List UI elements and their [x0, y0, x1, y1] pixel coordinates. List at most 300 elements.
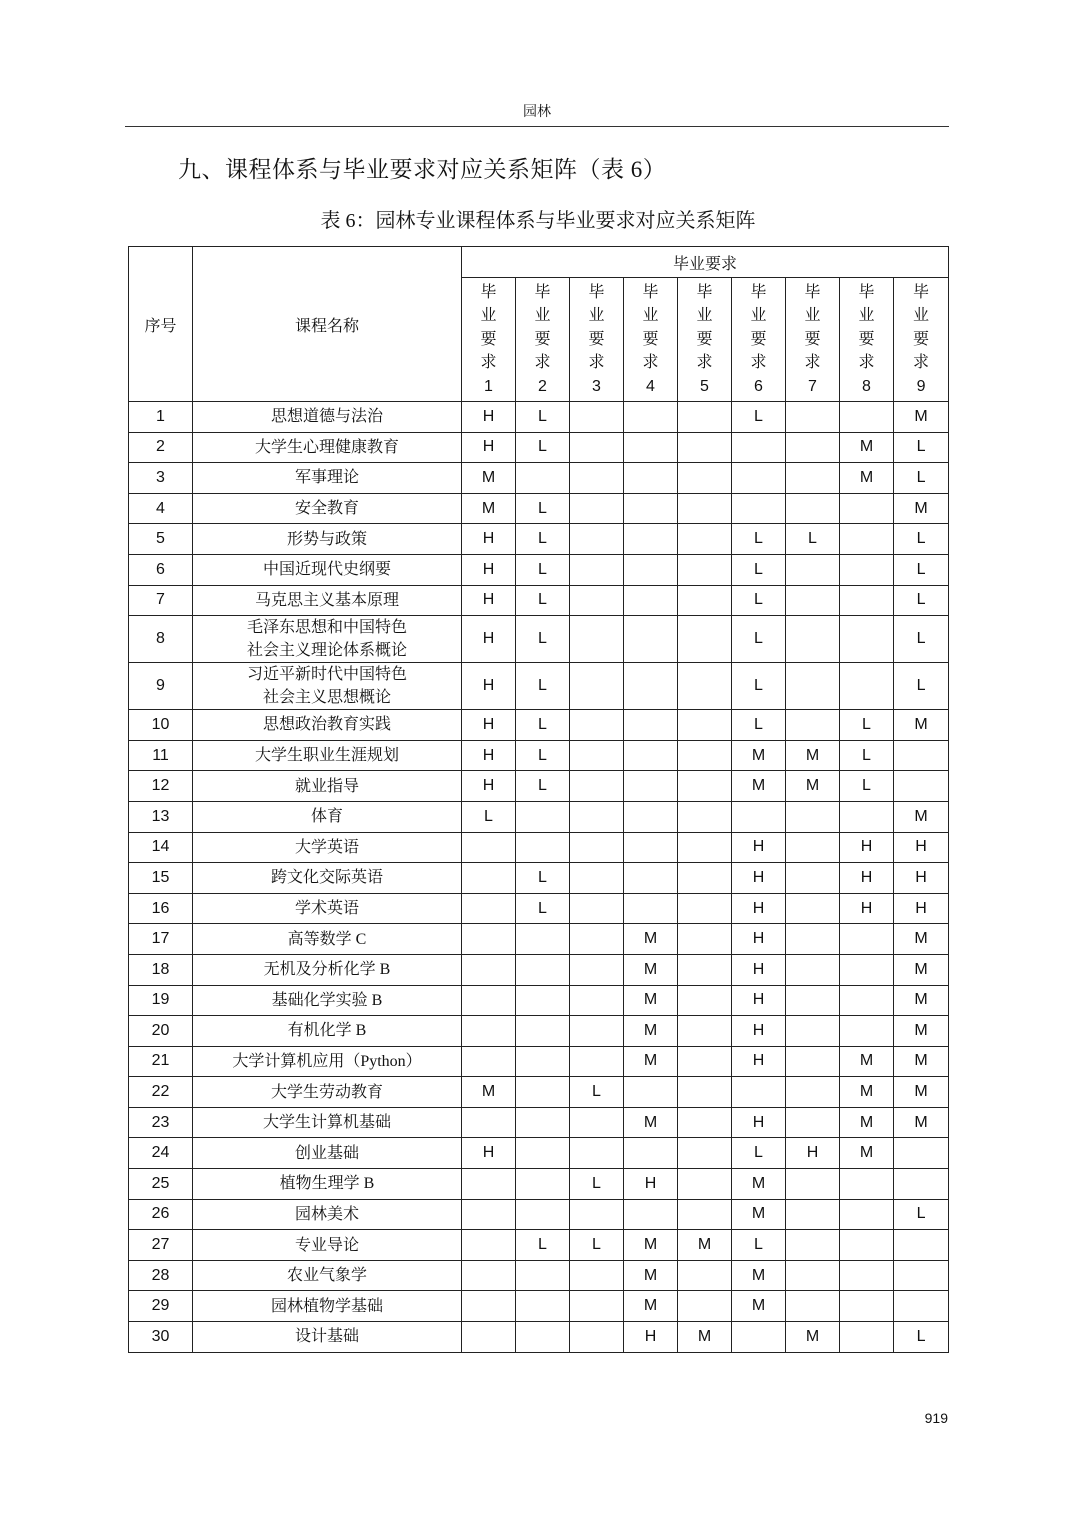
- requirement-mark-9: [894, 1230, 949, 1261]
- requirement-mark-7: [786, 663, 840, 710]
- course-name: [193, 893, 462, 924]
- table-row: [129, 1230, 949, 1261]
- requirement-mark-9: [894, 771, 949, 802]
- requirement-mark-7: [786, 985, 840, 1016]
- requirement-mark-4: [624, 832, 678, 863]
- requirement-header-char: 3: [592, 377, 601, 395]
- requirement-mark-1: [462, 954, 516, 985]
- requirement-mark-9: M: [894, 954, 949, 985]
- row-index: 27: [129, 1230, 193, 1261]
- requirement-mark-7: [786, 710, 840, 741]
- requirement-mark-8: [840, 801, 894, 832]
- requirement-mark-8: [840, 1230, 894, 1261]
- requirement-mark-1: [462, 924, 516, 955]
- requirement-mark-9: M: [894, 493, 949, 524]
- requirement-mark-7: [786, 954, 840, 985]
- requirement-header-char: 6: [754, 377, 763, 395]
- requirement-mark-4: [624, 863, 678, 894]
- requirement-header-char: 求: [858, 354, 875, 372]
- requirement-mark-6: H: [732, 985, 786, 1016]
- requirement-mark-1: [462, 1199, 516, 1230]
- requirement-header-char: 毕: [588, 283, 605, 301]
- requirement-mark-1: H: [462, 402, 516, 433]
- requirement-mark-6: H: [732, 1107, 786, 1138]
- requirement-mark-8: H: [840, 832, 894, 863]
- requirement-mark-9: L: [894, 463, 949, 494]
- row-index: 30: [129, 1322, 193, 1353]
- requirement-mark-6: L: [732, 524, 786, 555]
- course-name-line: 有机化学 B: [287, 1022, 367, 1040]
- row-index: 6: [129, 554, 193, 585]
- course-name-line: 形势与政策: [286, 530, 367, 548]
- requirement-header-char: 2: [538, 377, 547, 395]
- course-name-line: 社会主义理论体系概论: [246, 642, 407, 660]
- requirement-mark-4: M: [624, 924, 678, 955]
- column-header-requirement-5: [678, 278, 732, 402]
- row-index: 4: [129, 493, 193, 524]
- requirement-mark-4: H: [624, 1169, 678, 1200]
- requirement-mark-1: [462, 985, 516, 1016]
- requirement-mark-5: [678, 985, 732, 1016]
- requirement-mark-6: L: [732, 663, 786, 710]
- requirement-mark-4: M: [624, 1016, 678, 1047]
- course-name-line: 中国近现代史纲要: [262, 561, 391, 579]
- requirement-mark-8: [840, 585, 894, 616]
- requirement-mark-5: M: [678, 1230, 732, 1261]
- requirement-mark-7: [786, 1199, 840, 1230]
- requirement-header-char: 毕: [858, 283, 875, 301]
- requirement-mark-9: [894, 740, 949, 771]
- requirement-mark-4: M: [624, 954, 678, 985]
- table-row: [129, 493, 949, 524]
- requirement-mark-9: H: [894, 832, 949, 863]
- requirement-mark-4: M: [624, 1260, 678, 1291]
- course-name-line: 无机及分析化学 B: [263, 961, 391, 979]
- table-row: [129, 554, 949, 585]
- row-index: 18: [129, 954, 193, 985]
- requirement-mark-6: H: [732, 924, 786, 955]
- course-name: [193, 1077, 462, 1108]
- requirement-mark-8: M: [840, 1046, 894, 1077]
- requirement-header-char: 求: [913, 354, 930, 372]
- requirement-mark-6: M: [732, 1169, 786, 1200]
- course-name: [193, 740, 462, 771]
- requirement-header-char: 5: [700, 377, 709, 395]
- course-name-line: 跨文化交际英语: [270, 869, 383, 887]
- requirement-mark-1: M: [462, 463, 516, 494]
- requirement-mark-7: M: [786, 740, 840, 771]
- requirement-mark-7: [786, 616, 840, 663]
- table-row: [129, 1322, 949, 1353]
- requirement-mark-5: [678, 893, 732, 924]
- requirement-mark-7: [786, 493, 840, 524]
- course-name: [193, 985, 462, 1016]
- requirement-mark-4: M: [624, 1046, 678, 1077]
- requirement-header-char: 求: [534, 354, 551, 372]
- requirement-mark-8: [840, 524, 894, 555]
- requirement-mark-2: [516, 954, 570, 985]
- requirement-mark-8: [840, 1169, 894, 1200]
- requirement-header-char: 毕: [804, 283, 821, 301]
- course-name: [193, 1260, 462, 1291]
- requirement-mark-2: [516, 1077, 570, 1108]
- requirement-mark-6: M: [732, 1260, 786, 1291]
- requirement-mark-2: L: [516, 663, 570, 710]
- requirement-mark-9: [894, 1138, 949, 1169]
- requirement-mark-5: [678, 1138, 732, 1169]
- row-index: 13: [129, 801, 193, 832]
- course-name: [193, 1230, 462, 1261]
- requirement-mark-4: [624, 585, 678, 616]
- requirement-mark-3: [570, 954, 624, 985]
- requirement-header-char: 要: [804, 330, 821, 348]
- requirement-mark-8: [840, 1016, 894, 1047]
- requirement-mark-5: [678, 616, 732, 663]
- requirement-mark-7: [786, 893, 840, 924]
- requirement-mark-6: H: [732, 954, 786, 985]
- requirement-header-char: 业: [534, 307, 551, 325]
- requirement-mark-8: M: [840, 1077, 894, 1108]
- requirement-header-char: 毕: [642, 283, 659, 301]
- requirement-mark-1: [462, 863, 516, 894]
- requirement-mark-5: [678, 801, 732, 832]
- requirement-mark-2: L: [516, 863, 570, 894]
- table-row: [129, 740, 949, 771]
- row-index: 5: [129, 524, 193, 555]
- table-row: [129, 893, 949, 924]
- requirement-mark-7: [786, 463, 840, 494]
- course-name: [193, 663, 462, 710]
- requirement-header-char: 8: [862, 377, 871, 395]
- requirement-mark-8: H: [840, 863, 894, 894]
- requirement-mark-5: [678, 710, 732, 741]
- column-header-requirement-8: [840, 278, 894, 402]
- requirement-mark-6: L: [732, 402, 786, 433]
- course-name: [193, 432, 462, 463]
- table-row: [129, 463, 949, 494]
- requirement-mark-1: [462, 1169, 516, 1200]
- requirement-mark-8: [840, 402, 894, 433]
- course-name: [193, 554, 462, 585]
- requirement-mark-6: M: [732, 1199, 786, 1230]
- table-row: [129, 1107, 949, 1138]
- requirement-header-char: 业: [642, 307, 659, 325]
- requirement-mark-1: H: [462, 1138, 516, 1169]
- row-index: 10: [129, 710, 193, 741]
- course-name-line: 大学生劳动教育: [270, 1083, 383, 1101]
- course-name-line: 园林植物学基础: [270, 1297, 383, 1315]
- table-row: [129, 524, 949, 555]
- table-row: [129, 663, 949, 710]
- requirement-mark-1: [462, 832, 516, 863]
- requirement-mark-3: [570, 740, 624, 771]
- requirement-mark-4: M: [624, 1107, 678, 1138]
- requirement-mark-5: [678, 771, 732, 802]
- course-name: [193, 524, 462, 555]
- requirement-mark-7: [786, 832, 840, 863]
- requirement-mark-3: [570, 1107, 624, 1138]
- requirement-mark-8: M: [840, 1107, 894, 1138]
- table-row: [129, 616, 949, 663]
- requirement-mark-2: [516, 1169, 570, 1200]
- requirement-mark-2: [516, 1107, 570, 1138]
- course-name-line: 学术英语: [294, 900, 359, 918]
- requirement-mark-8: H: [840, 893, 894, 924]
- course-name-line: 植物生理学 B: [279, 1175, 375, 1193]
- requirement-header-char: 求: [696, 354, 713, 372]
- requirement-mark-6: M: [732, 771, 786, 802]
- requirement-mark-2: L: [516, 771, 570, 802]
- requirement-mark-1: H: [462, 740, 516, 771]
- requirement-mark-9: M: [894, 801, 949, 832]
- requirement-mark-6: [732, 1077, 786, 1108]
- requirement-mark-6: L: [732, 616, 786, 663]
- table-row: [129, 1138, 949, 1169]
- requirement-mark-6: H: [732, 1016, 786, 1047]
- requirement-mark-6: [732, 463, 786, 494]
- course-name-line: 大学生职业生涯规划: [254, 747, 399, 765]
- requirement-mark-6: H: [732, 893, 786, 924]
- requirement-mark-7: [786, 801, 840, 832]
- requirement-mark-3: [570, 1016, 624, 1047]
- requirement-header-char: 要: [642, 330, 659, 348]
- row-index: 28: [129, 1260, 193, 1291]
- course-name: [193, 771, 462, 802]
- course-name-line: 创业基础: [294, 1144, 359, 1162]
- requirement-mark-9: L: [894, 432, 949, 463]
- column-header-index: 序号: [129, 247, 193, 402]
- requirement-header-char: 业: [913, 307, 930, 325]
- row-index: 2: [129, 432, 193, 463]
- requirement-mark-8: M: [840, 1138, 894, 1169]
- requirement-mark-4: [624, 740, 678, 771]
- requirement-header-char: 求: [642, 354, 659, 372]
- requirement-mark-2: [516, 1291, 570, 1322]
- requirement-mark-9: [894, 1169, 949, 1200]
- table-row: [129, 1260, 949, 1291]
- requirement-header-char: 毕: [480, 283, 497, 301]
- course-name-line: 大学计算机应用（Python）: [232, 1052, 422, 1070]
- requirement-mark-3: [570, 663, 624, 710]
- requirement-mark-8: [840, 1199, 894, 1230]
- requirement-header-char: 业: [588, 307, 605, 325]
- course-name-line: 大学生计算机基础: [262, 1114, 391, 1132]
- requirement-mark-2: [516, 924, 570, 955]
- requirement-mark-2: L: [516, 893, 570, 924]
- requirement-mark-4: [624, 710, 678, 741]
- requirement-header-char: 求: [588, 354, 605, 372]
- requirement-header-char: 4: [646, 377, 655, 395]
- requirement-mark-9: M: [894, 1016, 949, 1047]
- requirement-mark-1: M: [462, 493, 516, 524]
- course-name-line: 园林美术: [294, 1205, 359, 1223]
- course-name: [193, 1291, 462, 1322]
- requirement-mark-2: [516, 1016, 570, 1047]
- requirement-mark-5: M: [678, 1322, 732, 1353]
- requirement-mark-7: [786, 402, 840, 433]
- column-header-requirement-7: [786, 278, 840, 402]
- row-index: 16: [129, 893, 193, 924]
- requirement-mark-2: [516, 801, 570, 832]
- requirement-mark-4: [624, 524, 678, 555]
- requirement-mark-5: [678, 1291, 732, 1322]
- table-row: [129, 1169, 949, 1200]
- requirement-mark-3: L: [570, 1169, 624, 1200]
- row-index: 19: [129, 985, 193, 1016]
- row-index: 29: [129, 1291, 193, 1322]
- requirement-mark-2: L: [516, 585, 570, 616]
- page-number: 919: [924, 1410, 948, 1426]
- requirement-mark-7: [786, 1230, 840, 1261]
- table-row: [129, 771, 949, 802]
- requirement-header-char: 毕: [750, 283, 767, 301]
- requirement-mark-1: H: [462, 771, 516, 802]
- requirement-mark-5: [678, 924, 732, 955]
- column-header-course: 课程名称: [193, 247, 462, 402]
- course-name-line: 马克思主义基本原理: [254, 591, 399, 609]
- requirement-mark-9: H: [894, 893, 949, 924]
- course-name: [193, 1016, 462, 1047]
- requirement-mark-9: L: [894, 1199, 949, 1230]
- course-name-line: 思想道德与法治: [270, 408, 383, 426]
- table-row: [129, 832, 949, 863]
- row-index: 9: [129, 663, 193, 710]
- requirement-mark-3: [570, 1199, 624, 1230]
- requirement-mark-1: [462, 1107, 516, 1138]
- requirement-mark-4: [624, 1199, 678, 1230]
- requirement-mark-9: [894, 1260, 949, 1291]
- requirement-header-char: 求: [480, 354, 497, 372]
- requirement-mark-1: H: [462, 585, 516, 616]
- requirement-mark-9: L: [894, 585, 949, 616]
- requirement-mark-5: [678, 493, 732, 524]
- table-row: [129, 402, 949, 433]
- requirement-mark-4: [624, 893, 678, 924]
- requirement-mark-7: H: [786, 1138, 840, 1169]
- requirement-mark-7: [786, 1169, 840, 1200]
- requirement-mark-8: [840, 554, 894, 585]
- requirement-mark-3: [570, 985, 624, 1016]
- requirement-header-char: 业: [858, 307, 875, 325]
- row-index: 22: [129, 1077, 193, 1108]
- requirement-mark-5: [678, 1260, 732, 1291]
- requirement-header-char: 9: [916, 377, 926, 395]
- requirement-mark-4: M: [624, 1291, 678, 1322]
- requirement-mark-6: L: [732, 554, 786, 585]
- requirement-header-char: 业: [750, 307, 767, 325]
- requirement-mark-3: [570, 924, 624, 955]
- requirement-mark-2: [516, 985, 570, 1016]
- requirement-mark-8: M: [840, 463, 894, 494]
- requirement-mark-7: [786, 554, 840, 585]
- requirement-mark-9: M: [894, 1107, 949, 1138]
- row-index: 3: [129, 463, 193, 494]
- requirement-mark-1: H: [462, 432, 516, 463]
- requirement-mark-5: [678, 1077, 732, 1108]
- course-name-line: 农业气象学: [286, 1267, 367, 1285]
- requirement-mark-9: L: [894, 1322, 949, 1353]
- requirement-mark-5: [678, 1016, 732, 1047]
- requirement-mark-5: [678, 832, 732, 863]
- requirement-mark-3: [570, 863, 624, 894]
- requirement-mark-7: [786, 1291, 840, 1322]
- requirement-mark-3: [570, 463, 624, 494]
- requirement-header-char: 业: [804, 307, 821, 325]
- requirement-mark-2: L: [516, 524, 570, 555]
- requirement-mark-1: M: [462, 1077, 516, 1108]
- requirement-mark-4: [624, 493, 678, 524]
- requirement-mark-9: L: [894, 554, 949, 585]
- course-name-line: 高等数学 C: [287, 930, 367, 948]
- course-name: [193, 801, 462, 832]
- requirement-mark-3: [570, 1046, 624, 1077]
- requirement-mark-8: M: [840, 432, 894, 463]
- requirement-mark-3: L: [570, 1077, 624, 1108]
- row-index: 26: [129, 1199, 193, 1230]
- requirement-mark-3: L: [570, 1230, 624, 1261]
- requirement-header-char: 7: [808, 377, 817, 395]
- requirement-mark-8: [840, 1260, 894, 1291]
- course-name: [193, 1107, 462, 1138]
- course-name-line: 习近平新时代中国特色: [246, 666, 407, 684]
- requirement-mark-2: [516, 1260, 570, 1291]
- requirement-mark-2: L: [516, 554, 570, 585]
- requirement-mark-5: [678, 554, 732, 585]
- course-name: [193, 585, 462, 616]
- requirement-mark-6: L: [732, 1230, 786, 1261]
- column-header-requirement-2: [516, 278, 570, 402]
- requirement-mark-8: [840, 954, 894, 985]
- requirement-mark-6: L: [732, 710, 786, 741]
- requirement-header-char: 业: [480, 307, 497, 325]
- requirement-mark-7: M: [786, 771, 840, 802]
- requirement-mark-6: [732, 493, 786, 524]
- table-row: [129, 585, 949, 616]
- requirement-mark-9: H: [894, 863, 949, 894]
- requirement-mark-2: [516, 1138, 570, 1169]
- requirement-mark-8: L: [840, 771, 894, 802]
- requirement-mark-3: [570, 493, 624, 524]
- requirement-mark-1: [462, 1291, 516, 1322]
- requirement-mark-3: [570, 710, 624, 741]
- row-index: 21: [129, 1046, 193, 1077]
- requirement-mark-6: [732, 1322, 786, 1353]
- course-name: [193, 616, 462, 663]
- requirement-mark-3: [570, 432, 624, 463]
- course-name-line: 就业指导: [294, 777, 359, 795]
- requirement-mark-3: [570, 554, 624, 585]
- requirement-mark-7: L: [786, 524, 840, 555]
- row-index: 14: [129, 832, 193, 863]
- requirement-mark-1: [462, 1260, 516, 1291]
- requirement-mark-1: H: [462, 710, 516, 741]
- requirement-mark-8: [840, 616, 894, 663]
- row-index: 12: [129, 771, 193, 802]
- row-index: 20: [129, 1016, 193, 1047]
- requirement-mark-8: L: [840, 740, 894, 771]
- requirement-mark-9: M: [894, 402, 949, 433]
- running-header: 园林: [125, 102, 949, 127]
- requirement-header-char: 毕: [534, 283, 551, 301]
- requirement-header-char: 要: [588, 330, 605, 348]
- requirement-mark-1: L: [462, 801, 516, 832]
- requirement-mark-3: [570, 832, 624, 863]
- course-name-line: 专业导论: [294, 1236, 359, 1254]
- requirement-header-char: 要: [696, 330, 713, 348]
- requirement-header-char: 业: [696, 307, 713, 325]
- requirement-mark-1: [462, 893, 516, 924]
- requirement-mark-4: [624, 1138, 678, 1169]
